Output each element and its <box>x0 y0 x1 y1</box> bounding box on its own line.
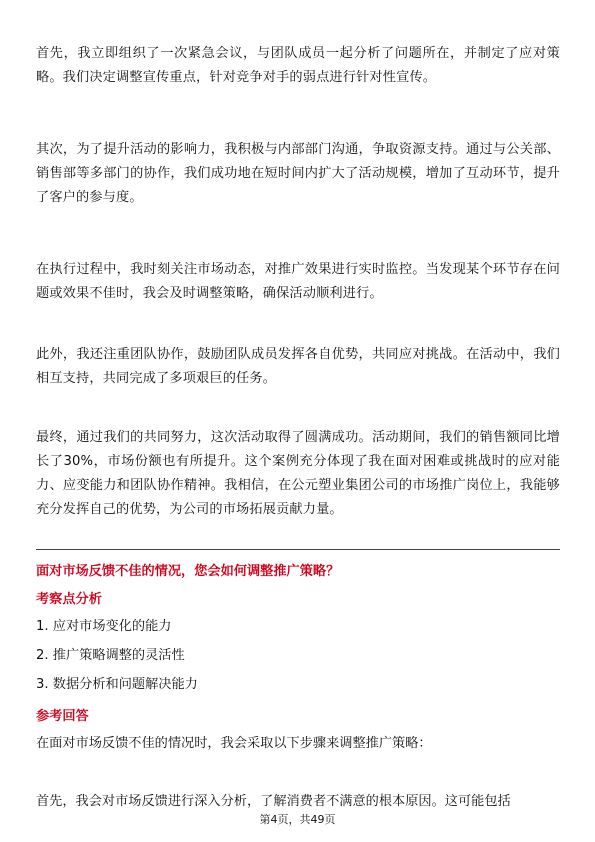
page-number-footer: 第4页，共49页 <box>259 813 336 826</box>
paragraph-4: 此外，我还注重团队协作，鼓励团队成员发挥各自优势，共同应对挑战。在活动中，我们相互支持，共同完成了多项艰巨的任务。 <box>36 347 560 386</box>
analysis-item-3: 3. 数据分析和问题解决能力 <box>36 677 198 692</box>
analysis-item-1: 1. 应对市场变化的能力 <box>36 619 172 634</box>
paragraph-5: 最终，通过我们的共同努力，这次活动取得了圆满成功。活动期间，我们的销售额同比增长了30%，市场份额也有所提升。这个案例充分体现了我在面对困难或挑战时的应对能力、应变能力和团队协作精神。我相信，在公元塑业集团公司的市场推广岗位上，我能够充分发挥自己的优势，为公司的市场拓展贡献力量。 <box>36 430 560 517</box>
question-title: 面对市场反馈不佳的情况，您会如何调整推广策略？ <box>36 564 340 579</box>
reference-heading: 参考回答 <box>36 709 89 724</box>
section-divider <box>36 549 560 550</box>
reference-intro: 在面对市场反馈不佳的情况时，我会采取以下步骤来调整推广策略： <box>36 736 432 751</box>
reference-first-paragraph: 首先，我会对市场反馈进行深入分析，了解消费者不满意的根本原因。这可能包括 <box>36 794 511 809</box>
analysis-heading: 考察点分析 <box>36 592 102 607</box>
paragraph-1: 首先，我立即组织了一次紧急会议，与团队成员一起分析了问题所在，并制定了应对策略。我们决定调整宣传重点，针对竞争对手的弱点进行针对性宣传。 <box>36 46 560 85</box>
analysis-item-2: 2. 推广策略调整的灵活性 <box>36 648 185 663</box>
paragraph-3: 在执行过程中，我时刻关注市场动态，对推广效果进行实时监控。当发现某个环节存在问题或效果不佳时，我会及时调整策略，确保活动顺利进行。 <box>36 262 560 301</box>
paragraph-2: 其次，为了提升活动的影响力，我积极与内部部门沟通，争取资源支持。通过与公关部、销售部等多部门的协作，我们成功地在短时间内扩大了活动规模，增加了互动环节，提升了客户的参与度。 <box>36 142 560 205</box>
